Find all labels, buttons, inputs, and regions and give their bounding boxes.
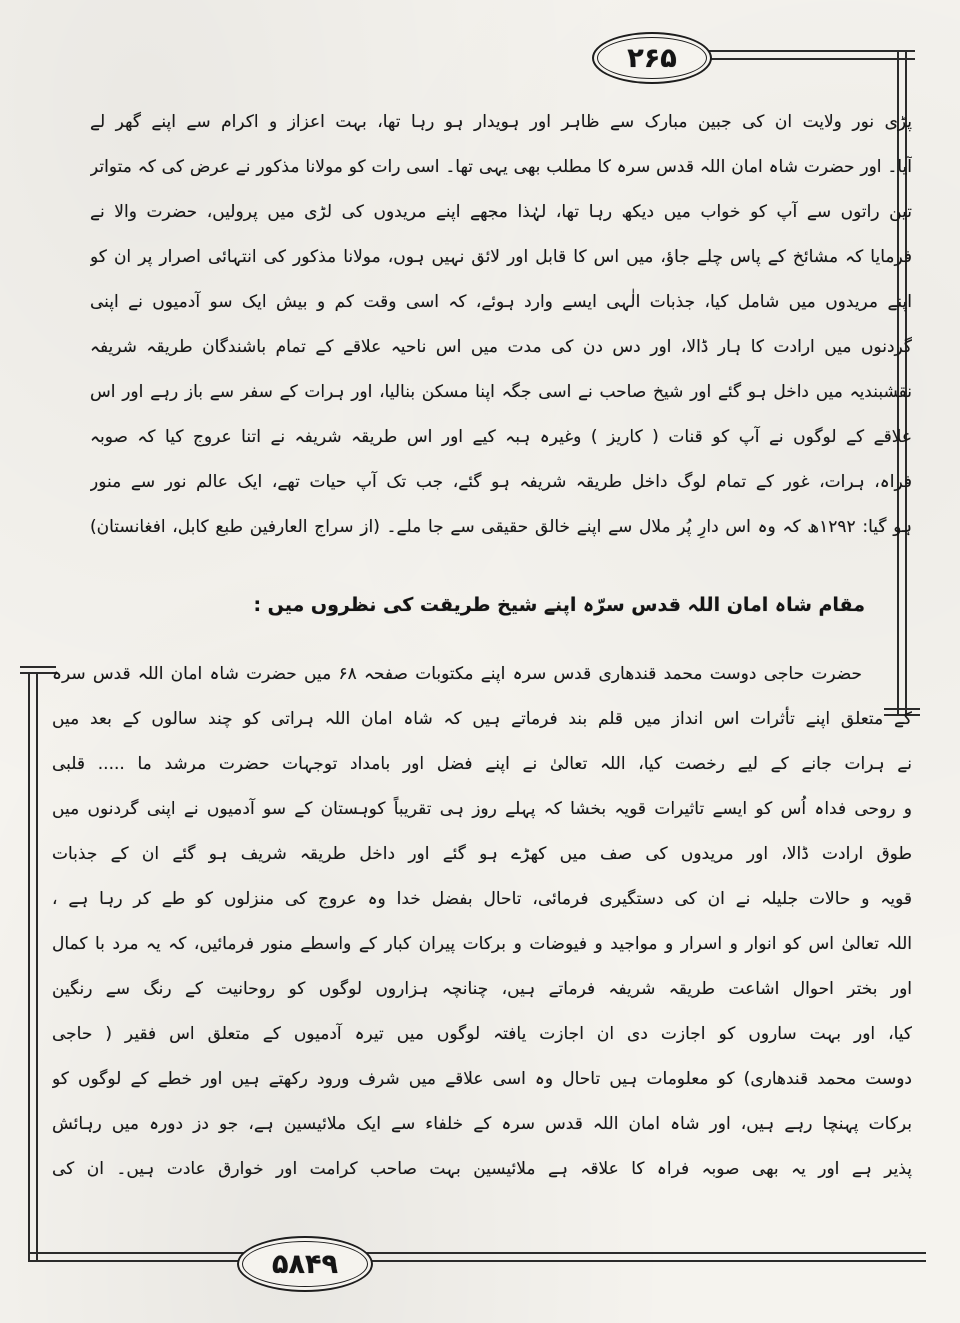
text-line: کے متعلق اپنے تأثرات اس انداز میں قلم بند فرماتے ہیں کہ شاہ امان اللہ ہراتی کو چند سالوں کے بعد میں	[52, 709, 912, 729]
section-heading: مقام شاہ امان اللہ قدس سرّہ اپنے شیخ طریقت کی نظروں میں :	[253, 594, 865, 616]
page-number-ornament-bottom	[237, 1236, 373, 1292]
text-line: قویہ و حالات جلیلہ نے ان کی دستگیری فرمائی، تاحال بفضل خدا وہ عروج کی منزلوں کو طے کر رہا ہے ،	[52, 889, 912, 909]
text-line: تین راتوں سے آپ کو خواب میں دیکھ رہا تھا، لہٰذا مجھے اپنے مریدوں کی لڑی میں پرولیں، حضرت والا نے	[90, 202, 912, 222]
text-line: پذیر ہے اور یہ بھی صوبہ فراہ کا علاقہ ہے ملائیسین بہت صاحب کرامت اور خوارق عادت ہیں۔ ان کی	[52, 1159, 912, 1179]
text-line: نقشبندیہ میں داخل ہو گئے اور شیخ صاحب نے اسی جگہ اپنا مسکن بنالیا، اور ہرات کے سفر سے باز رہے اور اس	[90, 382, 912, 402]
text-line: فرمایا کہ مشائخ کے پاس چلے جاؤ، میں اس کا قابل اور لائق نہیں ہوں، مولانا مذکور کی انتہائی اصرار پر ان کو	[90, 247, 912, 267]
frame-rule-bottom	[28, 1252, 926, 1262]
text-line: گردنوں میں ارادت کا ہار ڈالا، اور دس دن کی مدت میں اس ناحیہ علاقے کے تمام باشندگان طریقہ شریفہ	[90, 337, 912, 357]
text-line: ہو گیا: ۱۲۹۲ھ کہ وہ اس دارِ پُر ملال سے اپنے خالق حقیقی سے جا ملے۔ (از سراج العارفین طبع کابل، افغانستان)	[90, 517, 912, 537]
page-number-bottom: ۵۸۴۹	[272, 1248, 338, 1280]
text-line: طوق ارادت ڈالا، اور مریدوں کی صف میں کھڑے ہو گئے اور داخل طریقہ شریف ہو گئے ان کے جذبات	[52, 844, 912, 864]
page-number-ornament-top-inner	[597, 37, 707, 79]
page-number-ornament-bottom-inner	[242, 1241, 368, 1287]
paragraph-1	[90, 100, 912, 550]
text-line: دوست محمد قندھاری) کو معلومات ہیں تاحال وہ اسی علاقے میں شرف ورود رکھتے ہیں اور خطے کے لوگوں کو	[52, 1069, 912, 1089]
text-line: و روحی فداہ اُس کو ایسے تاثیرات قویہ بخشا کہ پہلے روز ہی تقریباً کوہستان کے سو آدمیوں نے اپنی گردنوں میں	[52, 799, 912, 819]
frame-rule-left	[28, 672, 38, 1260]
frame-rule-left-head	[20, 666, 56, 674]
text-line: نے ہرات جانے کے لیے رخصت کیا، اللہ تعالیٰ نے اپنے فضل اور بامداد توجہات حضرت مرشد ما ..... قلبی	[52, 754, 912, 774]
paragraph-2	[52, 652, 912, 1192]
page-number-top: ۲۶۵	[627, 42, 677, 74]
text-line: حضرت حاجی دوست محمد قندھاری قدس سرہ اپنے مکتوبات صفحہ ۶۸ میں حضرت شاہ امان اللہ قدس سرہ	[52, 664, 862, 684]
text-line: برکات پہنچا رہے ہیں، اور شاہ امان اللہ قدس سرہ کے خلفاء سے ایک ملائیسین ہے، جو دز دورہ میں رہائش	[52, 1114, 912, 1134]
text-line: آیا۔ اور حضرت شاہ امان اللہ قدس سرہ کا مطلب بھی یہی تھا۔ اسی رات کو مولانا مذکور نے عرض کی کہ متواتر	[90, 157, 912, 177]
text-line: اور بختر احوال اشاعت طریقہ شریفہ فرماتے ہیں، چنانچہ ہزاروں لوگوں کو روحانیت کے رنگ سے رنگین	[52, 979, 912, 999]
text-line: اللہ تعالیٰ اس کو انوار و اسرار و مواجید و فیوضات و برکات پیران کبار کے واسطے منور فرمائیں، کہ یہ مرد با کمال	[52, 934, 912, 954]
text-line: اپنے مریدوں میں شامل کیا، جذبات الٰہی ایسے وارد ہوئے، کہ اسی وقت کم و بیش ایک سو آدمیوں نے اپنی	[90, 292, 912, 312]
text-line: پڑی نور ولایت ان کی جبین مبارک سے ظاہر اور ہویدار ہو رہا تھا، بہت اعزاز و اکرام سے اپنے گھر لے	[90, 112, 912, 132]
text-line: فراہ، ہرات، غور کے تمام لوگ داخل طریقہ شریفہ ہو گئے، جب تک آپ حیات تھے، ایک عالم نور سے منور	[90, 472, 912, 492]
text-line: علاقے کے لوگوں نے آپ کو قنات ( کاریز ) وغیرہ ہبہ کیے اور اس طریقہ شریفہ نے اتنا عروج کیا کہ صوبہ	[90, 427, 912, 447]
text-line: کیا، اور بہت ساروں کو اجازت دی ان اجازت یافتہ لوگوں میں تیرہ آدمیوں کے متعلق اس فقیر ( حاجی	[52, 1024, 912, 1044]
page-number-ornament-top	[592, 32, 712, 84]
